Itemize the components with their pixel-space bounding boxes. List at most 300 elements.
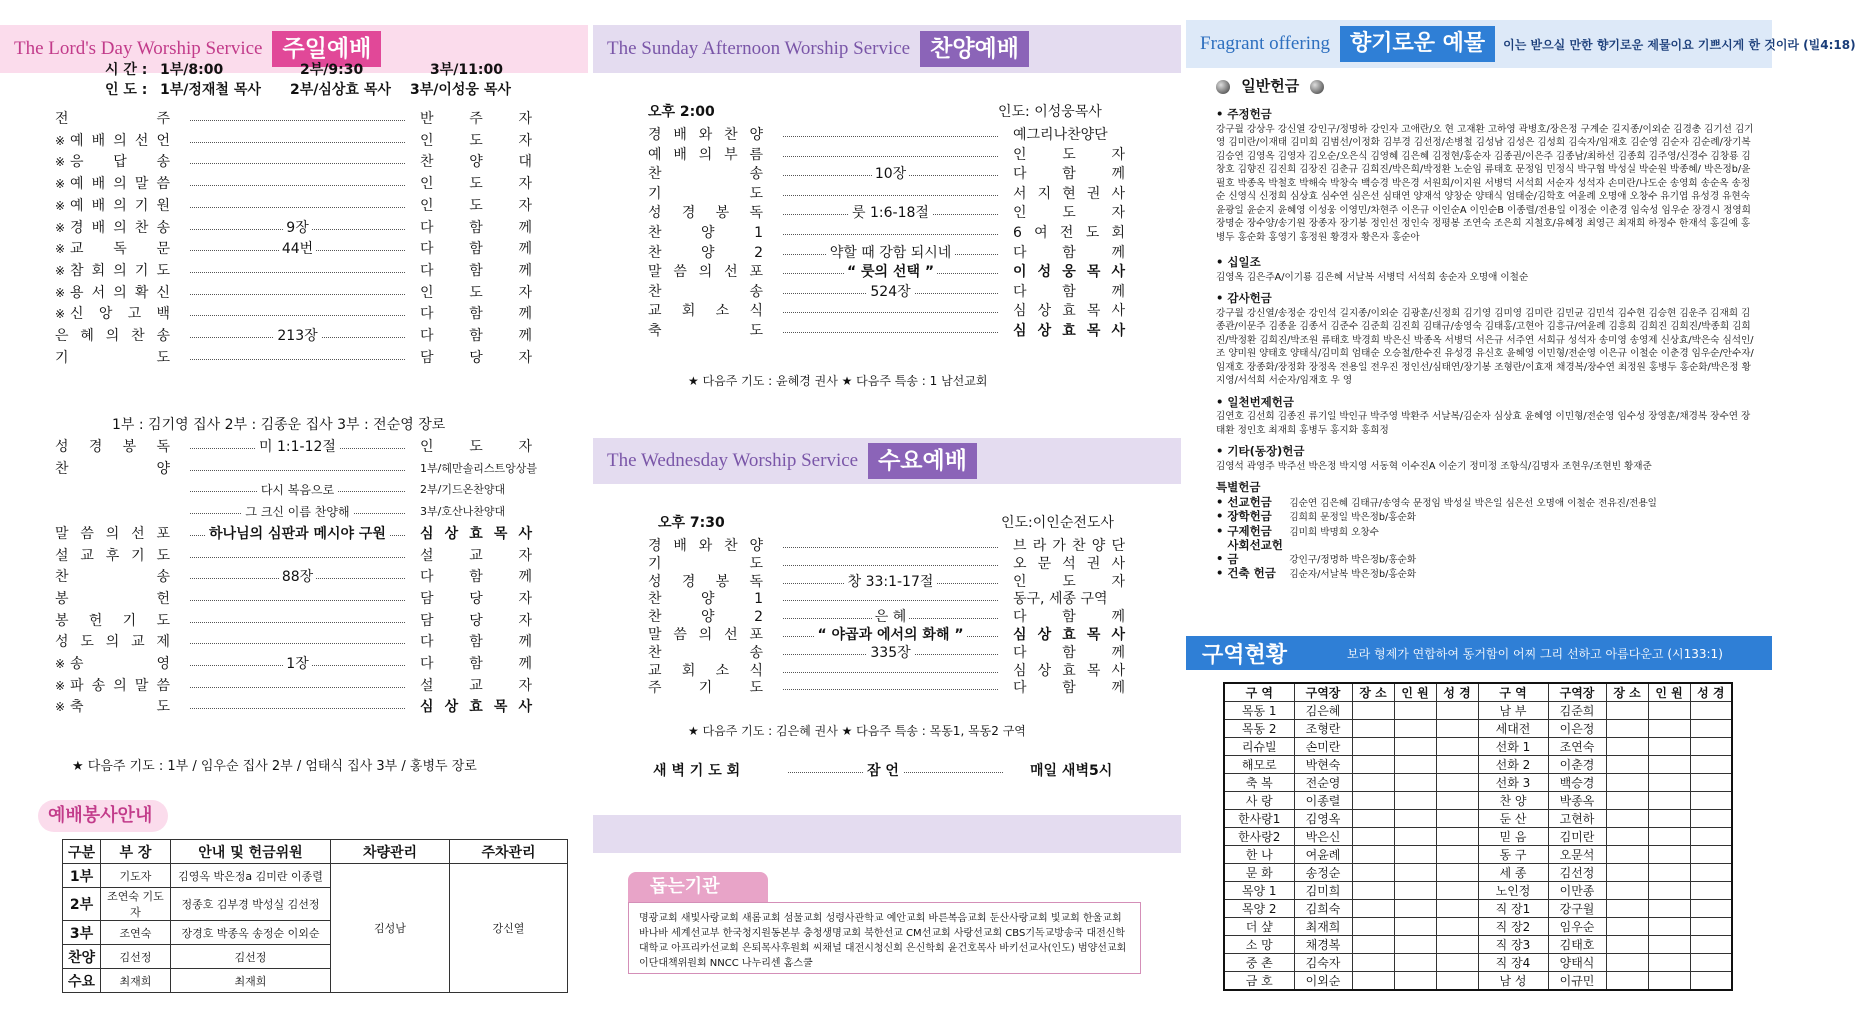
district-cell: 직 장4 xyxy=(1478,954,1548,972)
order-responsible: 다 함 께 xyxy=(1013,244,1125,261)
prayer-line xyxy=(0,414,588,436)
district-cell xyxy=(1352,720,1394,738)
order-responsible: 이 성 웅 목 사 xyxy=(1013,264,1125,281)
order-responsible: 반 주 자 xyxy=(420,111,532,127)
order-label: 말 씀 의 선 포 xyxy=(55,525,170,542)
order-row xyxy=(0,675,588,697)
district-cell xyxy=(1690,810,1732,828)
wed-notes-text: ★ 다음주 기도 : 김은혜 권사 ★ 다음주 특송 : 목동1, 목동2 구역 xyxy=(688,724,1026,738)
order-label: 신 앙 고 백 xyxy=(70,306,170,323)
district-cell: 이은정 xyxy=(1548,720,1606,738)
district-verse: 보라 형제가 연합하여 동거함이 어찌 그리 선하고 아름다운고 (시133:1) xyxy=(1347,646,1723,661)
order-label: 전 주 xyxy=(55,111,170,127)
order-label: 경 배 의 찬 송 xyxy=(70,219,170,236)
district-title: 구역현황 xyxy=(1202,642,1288,668)
dot-leader xyxy=(190,303,405,316)
table-row xyxy=(1224,936,1732,954)
district-cell xyxy=(1352,774,1394,792)
order-label: 예 배 의 말 씀 xyxy=(70,176,170,193)
order-responsible: 다 함 께 xyxy=(420,328,532,344)
special-label: 장학헌금 xyxy=(1227,509,1272,523)
order-label: 예 배 의 기 원 xyxy=(70,197,170,214)
district-cell: 박종옥 xyxy=(1548,792,1606,810)
district-cell: 김희숙 xyxy=(1294,900,1352,918)
district-cell xyxy=(1436,882,1478,900)
order-responsible: 2부/기드온찬양대 xyxy=(420,483,506,497)
order-label: 찬 송 xyxy=(648,283,763,300)
district-cell: 목동 2 xyxy=(1224,720,1294,738)
offering-names: 강구월 강상우 강신열 강인구/정명하 강인자 고애란/오 현 고재환 고하영 곽병호/장은정 구계순 길지종/이외순 김경총 김기선 김기영 김미란/이재태 김미희 김범선/이정화 김부경 김선정/손병철 김성남 김성은 김성희 김숙자/임재호 김순영 김순자 김순례/장기복 김승연 김영옥 김영자 김오순/오은식 김영혜 김은혜 김정현/홍순자 김종권/이은주 김종남/최하선 김종희 김주영/신경수 김창룡 김창호 김향진 김진희 김장진 김춘규 김희진/박은희/박정환 노순임 류태호 문정임 민정식 박구협 박성실 박순원 박종혜/ 박은정b/윤필호 박종옥 박철호 박해숙 박창숙 백승경 박은경 서원희/이지원 서병덕 서석희 서순자 성석자 손미란/나도순 송영희 송순옥 송정순 신영식 신정희 심상효 심수연 심은선 심태연 양재석 양창순 양태식 엄태순/김학호 여윤례 오명애 오창수 유기엽 유성경 유현숙 윤광일 윤순지 윤혜영 이성웅 이영민/차현주 이은규 이인순A 이인순B 이종렬/전용일 이정순 이춘경 임숙성 임우순 장경시 정영희 장명순 장수양/송기원 장종자 장기봉 정인선 정인숙 정평봉 조연숙 조은희 지철호/유혜정 최영근 최재희 하정수 한재석 홍길예 홍병두 홍순화 홍영기 홍정원 황경자 황은자 홍순아 xyxy=(1216,123,1754,243)
district-cell: 송정순 xyxy=(1294,864,1352,882)
time-label: 시 간 : xyxy=(105,62,148,78)
district-cell xyxy=(1436,792,1478,810)
district-cell: 남 부 xyxy=(1478,702,1548,720)
special-names: 김순자/서날복 박은정b/홍순화 xyxy=(1289,569,1417,580)
district-th: 구 역 xyxy=(1478,683,1548,702)
district-cell: 여윤례 xyxy=(1294,846,1352,864)
order-row xyxy=(0,347,588,369)
district-cell xyxy=(1352,846,1394,864)
bullet: • xyxy=(1216,394,1228,409)
order-label: 기 도 xyxy=(55,349,170,366)
order-detail-text: “ 룻의 선택 ” xyxy=(844,264,937,280)
district-cell: 채경복 xyxy=(1294,936,1352,954)
svc-th: 안내 및 헌금위원 xyxy=(171,840,331,864)
district-cell xyxy=(1394,882,1436,900)
offering-column xyxy=(1186,0,1856,1011)
district-cell: 직 장3 xyxy=(1478,936,1548,954)
table-row xyxy=(1224,738,1732,756)
district-cell xyxy=(1606,810,1648,828)
order-label: 교 독 문 xyxy=(70,241,170,258)
bullet: • xyxy=(1216,255,1228,269)
svc-th: 차량관리 xyxy=(331,840,450,864)
district-cell xyxy=(1606,756,1648,774)
district-cell xyxy=(1394,756,1436,774)
order-label: 성 경 봉 독 xyxy=(648,573,763,590)
time-3: 3부/11:00 xyxy=(430,62,503,78)
lead-line xyxy=(0,79,588,101)
order-detail-text: 룻 1:6-18절 xyxy=(849,205,932,221)
table-cell: 기도자 xyxy=(101,864,171,888)
order-label: 예 배 의 부 름 xyxy=(648,146,763,163)
district-th: 성 경 xyxy=(1436,683,1478,702)
district-cell xyxy=(1436,810,1478,828)
order-detail xyxy=(190,501,405,523)
district-cell: 믿 음 xyxy=(1478,828,1548,846)
general-label: 일반헌금 xyxy=(1241,77,1300,95)
offering-names: 김영석 곽영주 박주선 박은정 박지영 서동혁 이수진A 이순기 정미정 조항식/김명자 조현우/조현빈 황재준 xyxy=(1216,460,1652,472)
order-responsible: 다 함 께 xyxy=(420,262,532,279)
district-cell xyxy=(1648,738,1690,756)
district-cell: 문 화 xyxy=(1224,864,1294,882)
dot-leader xyxy=(190,610,405,623)
offering-verse: 이는 받으실 만한 향기로운 제물이요 기쁘시게 한 것이라 (빌4:18) xyxy=(1503,37,1856,52)
special-line xyxy=(1216,539,1756,567)
dot-leader xyxy=(190,588,405,601)
header-kr: 찬양예배 xyxy=(920,31,1029,67)
table-cell: 조연숙 기도자 xyxy=(101,888,171,921)
district-cell xyxy=(1690,774,1732,792)
order-label: 주 기 도 xyxy=(648,680,763,697)
order-label: 성 경 봉 독 xyxy=(55,439,170,455)
order-label: 찬 양 xyxy=(55,460,170,477)
district-cell: 양태식 xyxy=(1548,954,1606,972)
dot-leader xyxy=(783,124,998,137)
district-cell: 둔 산 xyxy=(1478,810,1548,828)
district-cell xyxy=(1690,954,1732,972)
order-responsible: 담 당 자 xyxy=(420,590,532,607)
order-row xyxy=(593,677,1181,699)
district-cell xyxy=(1436,864,1478,882)
special-label: 구제헌금 xyxy=(1227,523,1272,538)
offering-header-kr: 향기로운 예물 xyxy=(1340,26,1495,62)
district-cell xyxy=(1394,900,1436,918)
district-cell xyxy=(1394,792,1436,810)
bullet: • xyxy=(1216,444,1228,458)
order-label: 참 회 의 기 도 xyxy=(70,262,170,279)
district-cell xyxy=(1648,774,1690,792)
table-cell: 3부 xyxy=(63,921,101,945)
offering-sections xyxy=(1216,108,1756,582)
order-row xyxy=(0,696,588,718)
offering-names: 강구월 강신열/송정순 강인석 길지종/이외순 김광훈/신정희 김기영 김미영 김미란 김민균 김민석 김수현 김승현 김운주 김재희 김종관/이문주 김종윤 김종서 김준수 김준희 김진희 김태규/송영숙 김태홍/고현아 김흥규/여윤례 김흥희 김희진 김희진/박종희 김희진/박정환 김희진/박조원 류태호 박경희 박은신 박종옥 서병덕 서은규 서주연 서희규 성석자 송미영 송영제 신상효/박은숙 심석인/조 양미원 양태호 양태식/김미희 엄태순 오승철/한수진 유성경 유신호 윤혜영 이민형/전순영 이은규 이철순 이춘경 임우순/안수자/임재호 장종화/장정화 장정옥 전용일 전우진 정인선/심태연/장기봉 조형란/이효재 채경복/장수연 최정원 홍병두 홍순화/박은정 황지영/서석희 서순자/임재호 우 영 xyxy=(1216,307,1754,386)
district-cell xyxy=(1436,828,1478,846)
district-cell xyxy=(1606,702,1648,720)
special-names: 김순연 김은혜 김태규/송영숙 문정임 박성실 박은일 심은선 오명애 이철순 전유진/전용일 xyxy=(1289,497,1657,509)
district-cell xyxy=(1690,720,1732,738)
district-cell xyxy=(1436,936,1478,954)
table-cell: 조연숙 xyxy=(101,921,171,945)
table-cell: 1부 xyxy=(63,864,101,888)
district-cell xyxy=(1352,792,1394,810)
dot-leader xyxy=(190,130,405,143)
district-cell xyxy=(1436,702,1478,720)
district-cell xyxy=(1690,864,1732,882)
dot-leader xyxy=(190,675,405,688)
table-cell: 김선정 xyxy=(171,945,331,969)
district-cell xyxy=(1436,774,1478,792)
offering-section-title: 일천번제헌금 xyxy=(1227,394,1295,409)
order-responsible: 브 라 가 찬 양 단 xyxy=(1013,538,1125,554)
order-label: 교 회 소 식 xyxy=(648,662,763,679)
time-line xyxy=(0,59,588,81)
service-guide-title: 예배봉사안내 xyxy=(38,800,168,832)
order-responsible: 인 도 자 xyxy=(420,176,532,193)
order-label: 말 씀 의 선 포 xyxy=(648,627,763,643)
required-mark: ※ xyxy=(55,700,66,715)
order-row xyxy=(0,436,588,458)
table-row xyxy=(63,864,568,888)
district-cell xyxy=(1394,774,1436,792)
bullet-icon xyxy=(1310,80,1324,94)
district-cell xyxy=(1606,954,1648,972)
district-cell: 한사랑1 xyxy=(1224,810,1294,828)
district-cell: 김준희 xyxy=(1548,702,1606,720)
special-line xyxy=(1216,496,1756,511)
offering-section xyxy=(1216,445,1756,473)
offering-names: 김영옥 김은주A/이기룡 김은혜 서날복 서병덕 서석희 송순자 오명애 이철순 xyxy=(1216,271,1529,283)
special-names: 김희희 문정일 박은정b/홍순화 xyxy=(1289,512,1416,523)
order-label: 축 도 xyxy=(70,699,170,716)
required-mark: ※ xyxy=(55,657,66,671)
district-th: 구역장 xyxy=(1548,683,1606,702)
district-cell: 한 나 xyxy=(1224,846,1294,864)
afternoon-notes-text: ★ 다음주 기도 : 윤혜경 권사 ★ 다음주 특송 : 1 남선교회 xyxy=(688,374,988,388)
district-cell xyxy=(1606,828,1648,846)
district-cell xyxy=(1436,846,1478,864)
district-cell xyxy=(1352,936,1394,954)
dot-leader xyxy=(190,458,405,471)
district-cell: 강구월 xyxy=(1548,900,1606,918)
district-cell xyxy=(1352,810,1394,828)
district-cell xyxy=(1690,828,1732,846)
district-cell xyxy=(1648,792,1690,810)
district-cell xyxy=(1394,972,1436,991)
order-label: 성 경 봉 독 xyxy=(648,205,763,222)
district-cell xyxy=(1606,918,1648,936)
district-th: 구역장 xyxy=(1294,683,1352,702)
district-cell xyxy=(1690,972,1732,991)
district-cell xyxy=(1394,738,1436,756)
table-row xyxy=(1224,720,1732,738)
district-cell xyxy=(1690,900,1732,918)
dot-leader xyxy=(783,320,998,333)
order-label: 성 도 의 교 제 xyxy=(55,634,170,651)
dawn-label: 새 벽 기 도 회 xyxy=(653,763,741,779)
district-cell xyxy=(1394,954,1436,972)
svc-th: 구분 xyxy=(63,840,101,864)
district-cell xyxy=(1352,900,1394,918)
order-responsible: 인 도 자 xyxy=(1013,573,1125,590)
wednesday-worship-header xyxy=(593,438,1181,484)
header-en: The Lord's Day Worship Service xyxy=(14,38,263,59)
afternoon-notes xyxy=(593,370,1181,392)
district-th: 장 소 xyxy=(1606,683,1648,702)
order-responsible: 찬 양 대 xyxy=(420,154,532,171)
order-row xyxy=(0,458,588,480)
order-detail-text: 미 1:1-12절 xyxy=(256,439,339,455)
district-cell: 목동 1 xyxy=(1224,702,1294,720)
order-label: 송 영 xyxy=(70,656,170,672)
special-label: 사회선교헌금 xyxy=(1227,538,1283,566)
special-line xyxy=(1216,525,1756,540)
order-label: 교 회 소 식 xyxy=(648,303,763,320)
district-cell xyxy=(1690,792,1732,810)
bullet: • xyxy=(1216,566,1228,580)
order-row xyxy=(0,523,588,545)
time-2: 2부/9:30 xyxy=(300,62,364,78)
dot-leader xyxy=(190,195,405,208)
wed-time-text: 오후 7:30 xyxy=(658,515,725,531)
order-detail xyxy=(190,523,405,545)
district-cell xyxy=(1394,846,1436,864)
district-cell: 김미란 xyxy=(1548,828,1606,846)
district-cell: 찬 양 xyxy=(1478,792,1548,810)
vehicle-cell: 김성남 xyxy=(331,864,450,993)
required-mark: ※ xyxy=(55,155,66,170)
district-cell xyxy=(1606,972,1648,991)
required-mark: ※ xyxy=(55,177,66,192)
order-row xyxy=(0,108,588,130)
district-cell: 축 복 xyxy=(1224,774,1294,792)
help-list: 명광교회 새빛사랑교회 새롬교회 섬물교회 성령사관학교 예안교회 바른복음교회 둔산사랑교회 빛교회 한울교회 바나바 세계선교부 한국청지원동본부 충청생명교회 북한선교 CM선교회 사랑선교회 CBS기독교방송국 대전신학대학교 아프리카선교회 은퇴목사후원회 씨채널 대전시청신회 은신학회 윤건호목사 바키선교사(인도) 범양선교회 이단대책위원회 NNCC 나누리센 홈스쿨 xyxy=(628,902,1141,974)
order-detail xyxy=(190,217,405,239)
order-label: 설 교 후 기 도 xyxy=(55,547,170,564)
district-cell: 직 장2 xyxy=(1478,918,1548,936)
divider-band xyxy=(593,815,1181,853)
special-title: 특별헌금 xyxy=(1216,480,1261,494)
district-cell xyxy=(1352,972,1394,991)
order-responsible: 동구, 세종 구역 xyxy=(1013,591,1108,608)
district-cell xyxy=(1690,738,1732,756)
special-label: 선교헌금 xyxy=(1227,494,1272,509)
order-responsible: 다 함 께 xyxy=(1013,680,1125,697)
time-1: 1부/8:00 xyxy=(160,62,224,78)
svc-th: 주차관리 xyxy=(450,840,568,864)
district-cell xyxy=(1352,882,1394,900)
dot-leader xyxy=(190,347,405,360)
special-line xyxy=(1216,510,1756,525)
order-responsible: 다 함 께 xyxy=(1013,166,1125,183)
order-label: 기 도 xyxy=(648,555,763,572)
required-mark: ※ xyxy=(55,285,66,300)
offering-section xyxy=(1216,292,1756,388)
table-row xyxy=(1224,774,1732,792)
district-cell: 선화 1 xyxy=(1478,738,1548,756)
order-detail-text: 1장 xyxy=(283,656,311,672)
table-cell: 최재희 xyxy=(101,969,171,993)
district-cell: 박현숙 xyxy=(1294,756,1352,774)
table-row xyxy=(1224,702,1732,720)
district-cell: 김선정 xyxy=(1548,864,1606,882)
district-cell: 목양 1 xyxy=(1224,882,1294,900)
order-responsible: 다 함 께 xyxy=(420,306,532,323)
required-mark: ※ xyxy=(55,678,66,693)
order-responsible: 다 함 께 xyxy=(1013,644,1125,661)
special-names: 김미희 박명희 오창수 xyxy=(1289,526,1379,538)
order-responsible: 인 도 자 xyxy=(420,132,532,149)
order-detail-text: 213장 xyxy=(274,328,320,344)
district-cell: 세 종 xyxy=(1478,864,1548,882)
district-cell xyxy=(1648,828,1690,846)
district-cell: 리슈빌 xyxy=(1224,738,1294,756)
order-detail-text: 10장 xyxy=(872,166,909,182)
order-label: 경 배 와 찬 양 xyxy=(648,127,763,143)
district-th: 성 경 xyxy=(1690,683,1732,702)
order-detail-text: “ 야곱과 에서의 화해 ” xyxy=(814,627,966,643)
district-cell: 임우순 xyxy=(1548,918,1606,936)
bullet: • xyxy=(1216,509,1228,523)
table-cell: 김영옥 박은정a 김미란 이종렬 xyxy=(171,864,331,888)
district-cell xyxy=(1436,954,1478,972)
district-cell: 고현하 xyxy=(1548,810,1606,828)
order-responsible: 1부/헤만솔리스트앙상블 xyxy=(420,461,537,475)
required-mark: ※ xyxy=(55,307,66,322)
district-cell xyxy=(1436,972,1478,991)
order-row xyxy=(0,610,588,632)
district-cell xyxy=(1648,720,1690,738)
district-cell xyxy=(1690,882,1732,900)
district-cell xyxy=(1606,936,1648,954)
district-cell: 목양 2 xyxy=(1224,900,1294,918)
order-responsible: 오 문 석 권 사 xyxy=(1013,555,1125,572)
district-cell xyxy=(1606,774,1648,792)
dot-leader xyxy=(190,545,405,558)
help-title: 돕는기관 xyxy=(628,872,768,902)
table-row xyxy=(1224,918,1732,936)
district-cell xyxy=(1648,918,1690,936)
district-cell xyxy=(1606,720,1648,738)
order-row xyxy=(0,566,588,588)
district-cell xyxy=(1606,882,1648,900)
order-row xyxy=(0,217,588,239)
bullet: • xyxy=(1216,494,1228,509)
district-cell: 박은신 xyxy=(1294,828,1352,846)
afternoon-time xyxy=(593,101,1181,123)
dot-leader xyxy=(783,300,998,313)
afternoon-worship-column xyxy=(593,0,1181,1011)
district-cell: 김영옥 xyxy=(1294,810,1352,828)
order-label: 용 서 의 확 신 xyxy=(70,284,170,301)
table-row xyxy=(1224,846,1732,864)
dot-leader xyxy=(190,282,405,295)
order-row xyxy=(0,151,588,173)
district-cell: 한사랑2 xyxy=(1224,828,1294,846)
order-label: 파 송 의 말 씀 xyxy=(70,677,170,694)
order-label: 찬 송 xyxy=(648,166,763,183)
district-cell: 소 망 xyxy=(1224,936,1294,954)
district-cell xyxy=(1690,702,1732,720)
district-cell: 이규민 xyxy=(1548,972,1606,991)
district-cell xyxy=(1394,720,1436,738)
offering-section-title: 십일조 xyxy=(1227,255,1261,269)
order-row xyxy=(0,588,588,610)
wednesday-notes xyxy=(593,720,1181,742)
order-row xyxy=(0,653,588,675)
general-offering-title xyxy=(1216,75,1324,96)
order-responsible: 다 함 께 xyxy=(420,241,532,258)
offering-header xyxy=(1186,20,1856,68)
table-row xyxy=(1224,882,1732,900)
order-responsible: 다 함 께 xyxy=(420,219,532,236)
order-detail-text: 하나님의 심판과 메시야 구원 xyxy=(206,526,389,542)
dot-leader xyxy=(190,151,405,164)
district-cell: 김미희 xyxy=(1294,882,1352,900)
order-row xyxy=(0,260,588,282)
lead-3: 3부/이성웅 목사 xyxy=(410,82,511,98)
district-cell: 이외순 xyxy=(1294,972,1352,991)
district-cell: 손미란 xyxy=(1294,738,1352,756)
order-responsible: 6 여 전 도 회 xyxy=(1013,225,1125,241)
order-label: 찬 송 xyxy=(648,644,763,661)
order-detail-text: 그 크신 이름 찬양해 xyxy=(242,505,352,519)
district-cell: 김태호 xyxy=(1548,936,1606,954)
offering-section xyxy=(1216,108,1756,244)
order-responsible: 인 도 자 xyxy=(1013,205,1125,222)
district-cell: 이만종 xyxy=(1548,882,1606,900)
order-row xyxy=(0,325,588,347)
order-responsible: 심 상 효 목 사 xyxy=(1013,627,1125,643)
table-row xyxy=(1224,864,1732,882)
order-responsible: 다 함 께 xyxy=(420,634,532,651)
special-offering xyxy=(1216,481,1756,582)
district-cell: 이종렬 xyxy=(1294,792,1352,810)
district-cell: 노인정 xyxy=(1478,882,1548,900)
district-cell xyxy=(1690,918,1732,936)
order-row xyxy=(0,631,588,653)
order-responsible: 인 도 자 xyxy=(420,284,532,301)
